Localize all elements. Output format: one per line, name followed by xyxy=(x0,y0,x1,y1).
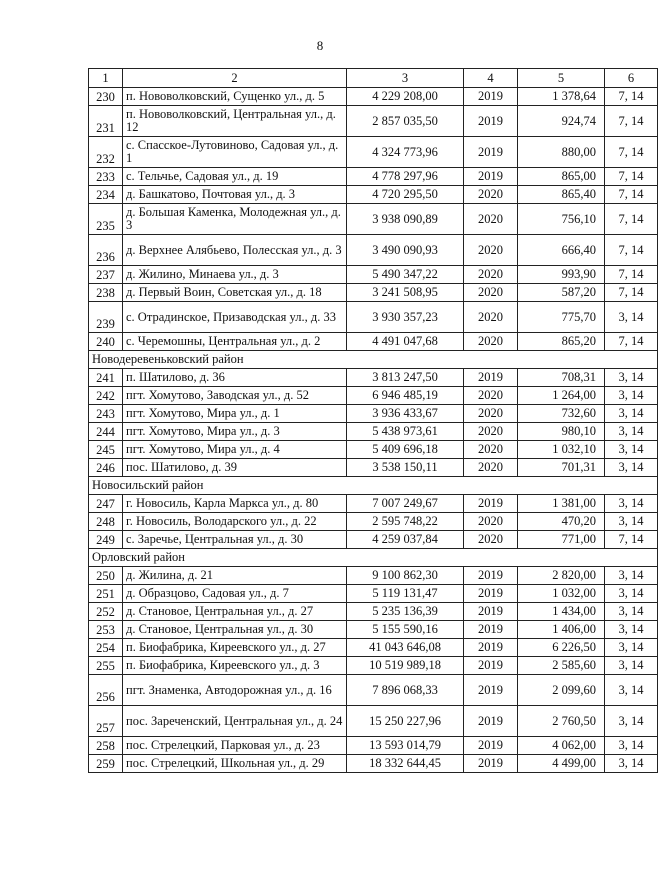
code-cell: 7, 14 xyxy=(605,266,658,284)
row-number-cell: 252 xyxy=(89,603,123,621)
table-row xyxy=(89,387,658,405)
row-number-cell: 258 xyxy=(89,737,123,755)
row-number-cell: 238 xyxy=(89,284,123,302)
address-cell: пгт. Хомутово, Мира ул., д. 3 xyxy=(123,423,347,441)
cost-cell: 4 229 208,00 xyxy=(347,88,464,106)
code-cell: 3, 14 xyxy=(605,585,658,603)
row-number-cell: 240 xyxy=(89,333,123,351)
year-cell: 2019 xyxy=(464,495,518,513)
year-cell: 2019 xyxy=(464,106,518,137)
code-cell: 3, 14 xyxy=(605,423,658,441)
table-row xyxy=(89,168,658,186)
row-number-cell: 250 xyxy=(89,567,123,585)
table-row xyxy=(89,369,658,387)
address-cell: п. Биофабрика, Киреевского ул., д. 3 xyxy=(123,657,347,675)
table-row xyxy=(89,137,658,168)
row-number-cell: 256 xyxy=(89,675,123,706)
cost-cell: 5 119 131,47 xyxy=(347,585,464,603)
area-cell: 775,70 xyxy=(518,302,605,333)
address-cell: п. Биофабрика, Киреевского ул., д. 27 xyxy=(123,639,347,657)
address-cell: пос. Шатилово, д. 39 xyxy=(123,459,347,477)
code-cell: 7, 14 xyxy=(605,333,658,351)
table-row xyxy=(89,459,658,477)
year-cell: 2019 xyxy=(464,585,518,603)
table-row xyxy=(89,302,658,333)
row-number-cell: 235 xyxy=(89,204,123,235)
address-cell: д. Верхнее Алябьево, Полесская ул., д. 3 xyxy=(123,235,347,266)
code-cell: 3, 14 xyxy=(605,603,658,621)
address-cell: д. Жилино, Минаева ул., д. 3 xyxy=(123,266,347,284)
cost-cell: 7 007 249,67 xyxy=(347,495,464,513)
row-number-cell: 239 xyxy=(89,302,123,333)
year-cell: 2020 xyxy=(464,284,518,302)
table-row xyxy=(89,423,658,441)
code-cell: 3, 14 xyxy=(605,657,658,675)
cost-cell: 5 235 136,39 xyxy=(347,603,464,621)
table-header-row xyxy=(89,69,658,88)
table-row xyxy=(89,495,658,513)
cost-cell: 3 938 090,89 xyxy=(347,204,464,235)
table-row xyxy=(89,513,658,531)
cost-cell: 5 409 696,18 xyxy=(347,441,464,459)
address-cell: пгт. Хомутово, Заводская ул., д. 52 xyxy=(123,387,347,405)
address-cell: д. Башкатово, Почтовая ул., д. 3 xyxy=(123,186,347,204)
area-cell: 865,00 xyxy=(518,168,605,186)
year-cell: 2020 xyxy=(464,405,518,423)
cost-cell: 3 538 150,11 xyxy=(347,459,464,477)
row-number-cell: 231 xyxy=(89,106,123,137)
district-row xyxy=(89,351,658,369)
district-row xyxy=(89,477,658,495)
year-cell: 2019 xyxy=(464,675,518,706)
year-cell: 2020 xyxy=(464,266,518,284)
code-cell: 7, 14 xyxy=(605,106,658,137)
year-cell: 2020 xyxy=(464,387,518,405)
cost-cell: 6 946 485,19 xyxy=(347,387,464,405)
year-cell: 2019 xyxy=(464,137,518,168)
cost-cell: 10 519 989,18 xyxy=(347,657,464,675)
year-cell: 2019 xyxy=(464,657,518,675)
year-cell: 2019 xyxy=(464,603,518,621)
address-cell: пос. Стрелецкий, Школьная ул., д. 29 xyxy=(123,755,347,773)
year-cell: 2019 xyxy=(464,567,518,585)
page-number: 8 xyxy=(316,38,324,53)
code-cell: 3, 14 xyxy=(605,441,658,459)
year-cell: 2020 xyxy=(464,423,518,441)
table-row xyxy=(89,657,658,675)
address-cell: д. Первый Воин, Советская ул., д. 18 xyxy=(123,284,347,302)
area-cell: 470,20 xyxy=(518,513,605,531)
address-cell: с. Заречье, Центральная ул., д. 30 xyxy=(123,531,347,549)
address-cell: г. Новосиль, Володарского ул., д. 22 xyxy=(123,513,347,531)
cost-cell: 2 857 035,50 xyxy=(347,106,464,137)
code-cell: 7, 14 xyxy=(605,284,658,302)
district-row xyxy=(89,549,658,567)
table-row xyxy=(89,737,658,755)
address-cell: с. Спасское-Лутовиново, Садовая ул., д. 1 xyxy=(123,137,347,168)
code-cell: 7, 14 xyxy=(605,88,658,106)
row-number-cell: 255 xyxy=(89,657,123,675)
cost-cell: 2 595 748,22 xyxy=(347,513,464,531)
district-label: Новосильский район xyxy=(89,477,658,495)
year-cell: 2020 xyxy=(464,459,518,477)
row-number-cell: 232 xyxy=(89,137,123,168)
row-number-cell: 247 xyxy=(89,495,123,513)
row-number-cell: 249 xyxy=(89,531,123,549)
area-cell: 1 406,00 xyxy=(518,621,605,639)
area-cell: 756,10 xyxy=(518,204,605,235)
year-cell: 2020 xyxy=(464,235,518,266)
table-row xyxy=(89,675,658,706)
code-cell: 3, 14 xyxy=(605,459,658,477)
row-number-cell: 245 xyxy=(89,441,123,459)
district-label: Орловский район xyxy=(89,549,658,567)
address-cell: пос. Зареченский, Центральная ул., д. 24 xyxy=(123,706,347,737)
row-number-cell: 237 xyxy=(89,266,123,284)
year-cell: 2019 xyxy=(464,737,518,755)
table-row xyxy=(89,204,658,235)
address-cell: пгт. Хомутово, Мира ул., д. 1 xyxy=(123,405,347,423)
cost-cell: 15 250 227,96 xyxy=(347,706,464,737)
code-cell: 3, 14 xyxy=(605,737,658,755)
cost-cell: 3 930 357,23 xyxy=(347,302,464,333)
year-cell: 2020 xyxy=(464,302,518,333)
address-cell: д. Образцово, Садовая ул., д. 7 xyxy=(123,585,347,603)
area-cell: 2 820,00 xyxy=(518,567,605,585)
area-cell: 924,74 xyxy=(518,106,605,137)
area-cell: 701,31 xyxy=(518,459,605,477)
area-cell: 865,40 xyxy=(518,186,605,204)
code-cell: 3, 14 xyxy=(605,639,658,657)
area-cell: 993,90 xyxy=(518,266,605,284)
cost-cell: 4 491 047,68 xyxy=(347,333,464,351)
cost-cell: 3 490 090,93 xyxy=(347,235,464,266)
code-cell: 3, 14 xyxy=(605,405,658,423)
code-cell: 7, 14 xyxy=(605,531,658,549)
table-row xyxy=(89,186,658,204)
code-cell: 7, 14 xyxy=(605,235,658,266)
cost-cell: 4 259 037,84 xyxy=(347,531,464,549)
address-cell: п. Шатилово, д. 36 xyxy=(123,369,347,387)
year-cell: 2020 xyxy=(464,441,518,459)
table-row xyxy=(89,639,658,657)
row-number-cell: 241 xyxy=(89,369,123,387)
row-number-cell: 259 xyxy=(89,755,123,773)
table-row xyxy=(89,603,658,621)
address-cell: д. Становое, Центральная ул., д. 27 xyxy=(123,603,347,621)
table-row xyxy=(89,284,658,302)
row-number-cell: 253 xyxy=(89,621,123,639)
address-cell: п. Нововолковский, Сущенко ул., д. 5 xyxy=(123,88,347,106)
code-cell: 3, 14 xyxy=(605,513,658,531)
code-cell: 7, 14 xyxy=(605,204,658,235)
area-cell: 4 062,00 xyxy=(518,737,605,755)
row-number-cell: 244 xyxy=(89,423,123,441)
cost-cell: 4 720 295,50 xyxy=(347,186,464,204)
area-cell: 880,00 xyxy=(518,137,605,168)
table-row xyxy=(89,441,658,459)
address-cell: с. Черемошны, Центральная ул., д. 2 xyxy=(123,333,347,351)
row-number-cell: 234 xyxy=(89,186,123,204)
row-number-cell: 242 xyxy=(89,387,123,405)
cost-cell: 5 155 590,16 xyxy=(347,621,464,639)
cost-cell: 13 593 014,79 xyxy=(347,737,464,755)
table-body xyxy=(89,69,658,773)
table-row xyxy=(89,333,658,351)
cost-cell: 3 936 433,67 xyxy=(347,405,464,423)
table-row xyxy=(89,405,658,423)
year-cell: 2020 xyxy=(464,204,518,235)
row-number-cell: 236 xyxy=(89,235,123,266)
year-cell: 2019 xyxy=(464,168,518,186)
row-number-cell: 257 xyxy=(89,706,123,737)
code-cell: 3, 14 xyxy=(605,369,658,387)
row-number-cell: 248 xyxy=(89,513,123,531)
area-cell: 980,10 xyxy=(518,423,605,441)
cost-cell: 9 100 862,30 xyxy=(347,567,464,585)
code-cell: 3, 14 xyxy=(605,495,658,513)
area-cell: 666,40 xyxy=(518,235,605,266)
cost-cell: 41 043 646,08 xyxy=(347,639,464,657)
row-number-cell: 243 xyxy=(89,405,123,423)
cost-cell: 7 896 068,33 xyxy=(347,675,464,706)
cost-cell: 4 778 297,96 xyxy=(347,168,464,186)
code-cell: 7, 14 xyxy=(605,186,658,204)
table-row xyxy=(89,235,658,266)
housing-table xyxy=(88,68,658,773)
area-cell: 771,00 xyxy=(518,531,605,549)
year-cell: 2019 xyxy=(464,621,518,639)
table-row xyxy=(89,567,658,585)
year-cell: 2019 xyxy=(464,755,518,773)
year-cell: 2020 xyxy=(464,531,518,549)
header-col-3: 3 xyxy=(347,69,464,88)
address-cell: д. Становое, Центральная ул., д. 30 xyxy=(123,621,347,639)
year-cell: 2020 xyxy=(464,513,518,531)
table-row xyxy=(89,88,658,106)
cost-cell: 3 241 508,95 xyxy=(347,284,464,302)
cost-cell: 18 332 644,45 xyxy=(347,755,464,773)
year-cell: 2019 xyxy=(464,369,518,387)
area-cell: 708,31 xyxy=(518,369,605,387)
code-cell: 7, 14 xyxy=(605,168,658,186)
code-cell: 3, 14 xyxy=(605,302,658,333)
row-number-cell: 233 xyxy=(89,168,123,186)
address-cell: д. Жилина, д. 21 xyxy=(123,567,347,585)
cost-cell: 5 490 347,22 xyxy=(347,266,464,284)
area-cell: 732,60 xyxy=(518,405,605,423)
area-cell: 587,20 xyxy=(518,284,605,302)
code-cell: 3, 14 xyxy=(605,706,658,737)
address-cell: пос. Стрелецкий, Парковая ул., д. 23 xyxy=(123,737,347,755)
year-cell: 2020 xyxy=(464,333,518,351)
area-cell: 2 760,50 xyxy=(518,706,605,737)
code-cell: 3, 14 xyxy=(605,755,658,773)
code-cell: 3, 14 xyxy=(605,567,658,585)
address-cell: п. Нововолковский, Центральная ул., д. 12 xyxy=(123,106,347,137)
header-col-5: 5 xyxy=(518,69,605,88)
header-col-2: 2 xyxy=(123,69,347,88)
area-cell: 1 032,10 xyxy=(518,441,605,459)
address-cell: пгт. Хомутово, Мира ул., д. 4 xyxy=(123,441,347,459)
area-cell: 2 099,60 xyxy=(518,675,605,706)
area-cell: 1 434,00 xyxy=(518,603,605,621)
code-cell: 3, 14 xyxy=(605,621,658,639)
header-col-1: 1 xyxy=(89,69,123,88)
table-row xyxy=(89,531,658,549)
area-cell: 865,20 xyxy=(518,333,605,351)
year-cell: 2019 xyxy=(464,639,518,657)
row-number-cell: 251 xyxy=(89,585,123,603)
table-row xyxy=(89,106,658,137)
address-cell: г. Новосиль, Карла Маркса ул., д. 80 xyxy=(123,495,347,513)
cost-cell: 4 324 773,96 xyxy=(347,137,464,168)
address-cell: с. Тельчье, Садовая ул., д. 19 xyxy=(123,168,347,186)
table-row xyxy=(89,266,658,284)
year-cell: 2020 xyxy=(464,186,518,204)
district-label: Новодеревеньковский район xyxy=(89,351,658,369)
year-cell: 2019 xyxy=(464,706,518,737)
code-cell: 3, 14 xyxy=(605,675,658,706)
row-number-cell: 230 xyxy=(89,88,123,106)
code-cell: 7, 14 xyxy=(605,137,658,168)
cost-cell: 3 813 247,50 xyxy=(347,369,464,387)
header-col-6: 6 xyxy=(605,69,658,88)
row-number-cell: 246 xyxy=(89,459,123,477)
table-row xyxy=(89,621,658,639)
area-cell: 2 585,60 xyxy=(518,657,605,675)
address-cell: с. Отрадинское, Призаводская ул., д. 33 xyxy=(123,302,347,333)
area-cell: 1 032,00 xyxy=(518,585,605,603)
year-cell: 2019 xyxy=(464,88,518,106)
table-row xyxy=(89,706,658,737)
address-cell: д. Большая Каменка, Молодежная ул., д. 3 xyxy=(123,204,347,235)
cost-cell: 5 438 973,61 xyxy=(347,423,464,441)
address-cell: пгт. Знаменка, Автодорожная ул., д. 16 xyxy=(123,675,347,706)
area-cell: 1 381,00 xyxy=(518,495,605,513)
table-row xyxy=(89,755,658,773)
header-col-4: 4 xyxy=(464,69,518,88)
area-cell: 1 264,00 xyxy=(518,387,605,405)
area-cell: 1 378,64 xyxy=(518,88,605,106)
code-cell: 3, 14 xyxy=(605,387,658,405)
row-number-cell: 254 xyxy=(89,639,123,657)
table-row xyxy=(89,585,658,603)
area-cell: 4 499,00 xyxy=(518,755,605,773)
area-cell: 6 226,50 xyxy=(518,639,605,657)
